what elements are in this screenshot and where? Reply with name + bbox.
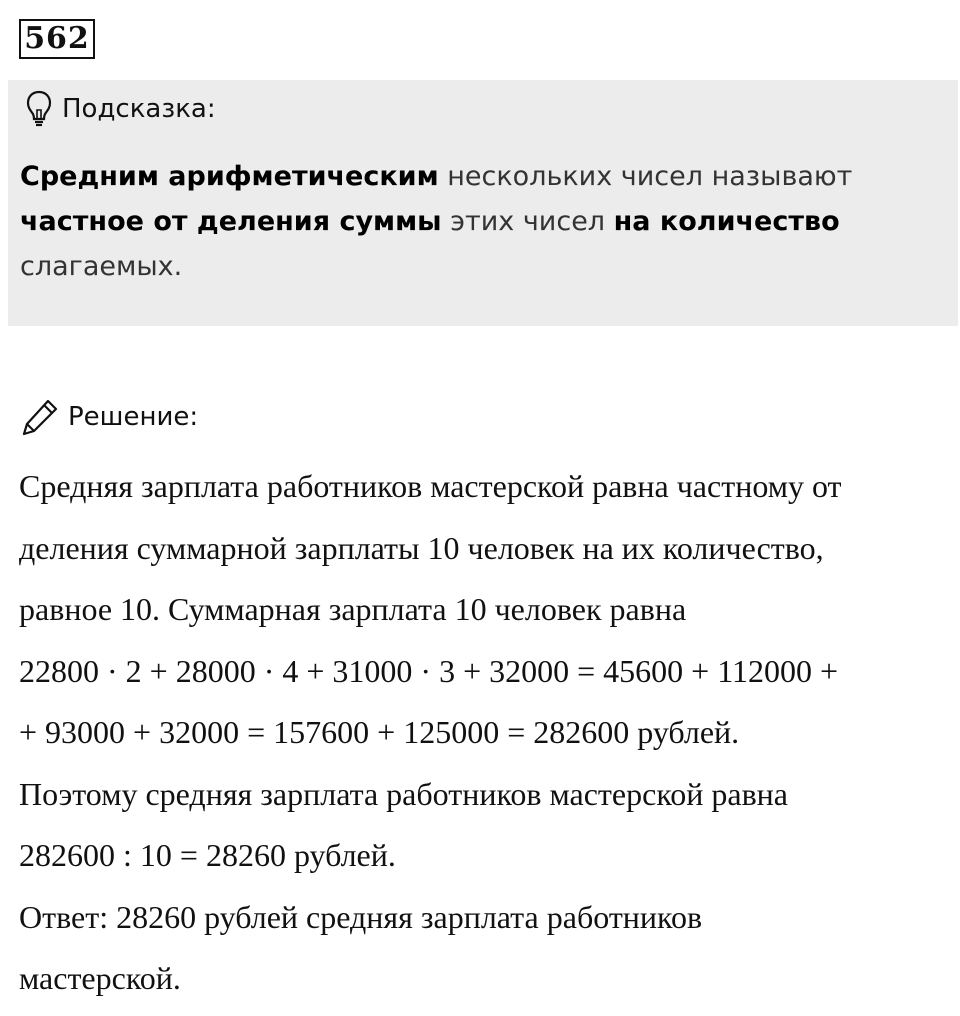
solution-title: Решение: — [68, 402, 199, 432]
hint-line-2 — [20, 199, 940, 244]
solution-line: Средняя зарплата работников мастерской равна частному от — [19, 468, 842, 504]
solution-line: Ответ: 28260 рублей средняя зарплата работников — [19, 898, 703, 935]
hint-bold-term: на количество — [613, 206, 840, 237]
lightbulb-icon — [26, 90, 52, 128]
solution-line: 22800 · 2 + 28000 · 4 + 31000 · 3 + 32000 = 45600 + 112000 + — [19, 652, 839, 689]
hint-bold-term: частное от деления суммы — [20, 206, 442, 237]
solution-header — [20, 396, 198, 438]
hint-line-3: слагаемых. — [20, 251, 183, 282]
solution-body — [19, 456, 949, 1010]
solution-line: равное 10. Суммарная зарплата 10 человек равна — [19, 591, 687, 627]
solution-line: мастерской. — [19, 960, 181, 996]
pencil-icon — [20, 397, 60, 437]
solution-line: Поэтому средняя зарплата работников мастерской равна — [19, 775, 788, 812]
hint-text-part: нескольких чисел называют — [438, 161, 853, 192]
solution-line: 282600 : 10 = 28260 рублей. — [19, 837, 396, 873]
hint-line-1 — [20, 154, 940, 199]
solution-line: + 93000 + 32000 = 157600 + 125000 = 282600 рублей. — [19, 714, 740, 750]
task-number: 562 — [19, 19, 95, 59]
hint-text-part: этих чисел — [441, 206, 614, 237]
hint-bold-term: Средним арифметическим — [20, 161, 439, 192]
hint-header — [26, 88, 216, 130]
hint-text — [20, 154, 940, 289]
hint-title: Подсказка: — [62, 94, 216, 124]
solution-line: деления суммарной зарплаты 10 человек на их количество, — [19, 529, 824, 566]
hint-panel — [8, 80, 958, 326]
